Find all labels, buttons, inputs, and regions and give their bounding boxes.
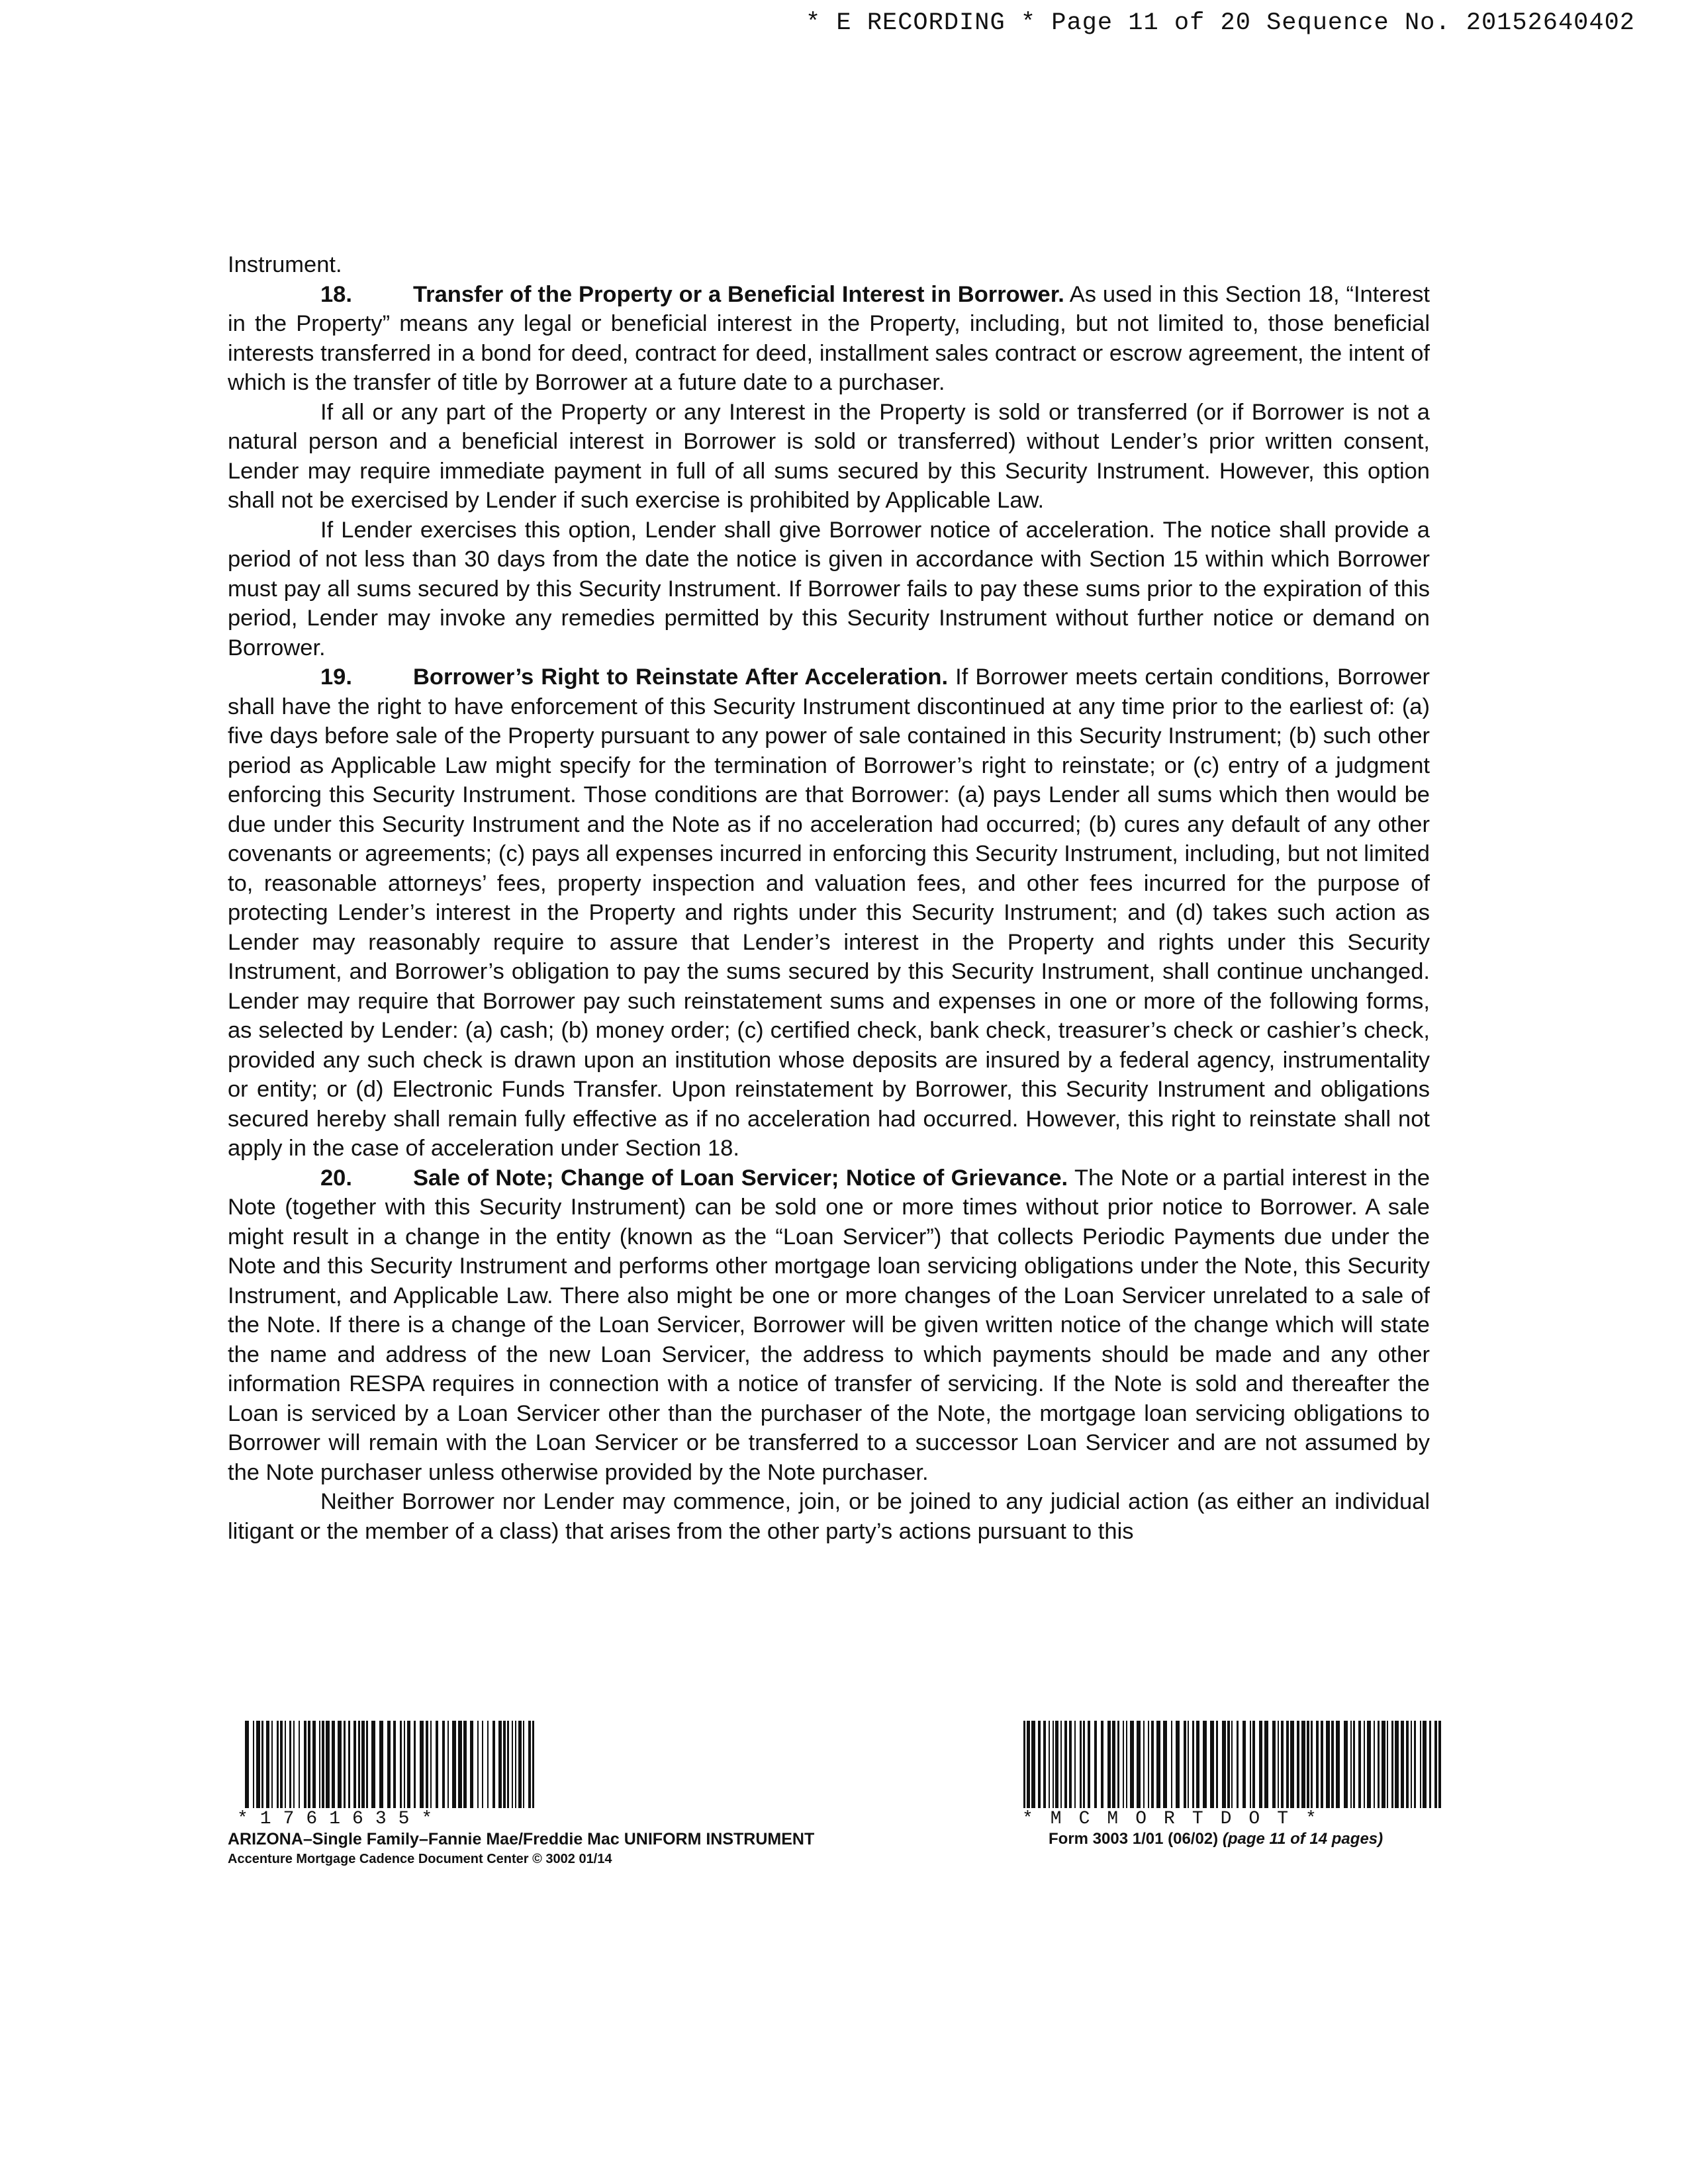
- barcode-bar: [299, 1721, 300, 1808]
- barcode-bar: [1192, 1721, 1194, 1808]
- barcode-bar: [1243, 1721, 1246, 1808]
- barcode-bar: [1344, 1721, 1348, 1808]
- barcode-bar: [1307, 1721, 1309, 1808]
- barcode-bar: [515, 1721, 516, 1808]
- barcode-bar: [1216, 1721, 1218, 1808]
- barcode-bar: [326, 1721, 330, 1808]
- barcode-bar: [1406, 1721, 1409, 1808]
- barcode-bar: [1112, 1721, 1115, 1808]
- barcode-bar: [1117, 1721, 1119, 1808]
- barcode-bar: [492, 1721, 495, 1808]
- barcode-bar: [1414, 1721, 1416, 1808]
- barcode-bar: [1094, 1721, 1097, 1808]
- barcode-bar: [1031, 1721, 1035, 1808]
- barcode-bar: [293, 1721, 295, 1808]
- barcode-bar: [1053, 1721, 1054, 1808]
- section-19-number: 19.: [320, 664, 352, 690]
- barcode-bar: [1364, 1721, 1365, 1808]
- section-19: [228, 662, 1430, 1163]
- barcode-bar: [1027, 1721, 1030, 1808]
- barcode-bar: [512, 1721, 513, 1808]
- barcode-bar: [1301, 1721, 1305, 1808]
- barcode-bar: [1083, 1721, 1085, 1808]
- form-number: Form 3003 1/01 (06/02): [1049, 1830, 1219, 1848]
- barcode-bar: [1387, 1721, 1388, 1808]
- form-number-line: [1049, 1829, 1450, 1849]
- section-18-paragraph-2: If all or any part of the Property or any Interest in the Property is sold or transferred (or if Borrower is not a natural person and a beneficial interest in Borrower is sold or transferred) without Lender’s prior written consent, Lender may require immediate payment in full of all sums secured by this Security Instrument. However, this option shall not be exercised by Lender if such exercise is prohibited by Applicable Law.: [228, 399, 1430, 513]
- barcode-bar: [312, 1721, 316, 1808]
- barcode-bar: [404, 1721, 405, 1808]
- section-19-title: Borrower’s Right to Reinstate After Acceleration.: [413, 664, 949, 690]
- barcode-bar: [1401, 1721, 1404, 1808]
- barcode-bar: [1336, 1721, 1340, 1808]
- barcode-bar: [498, 1721, 502, 1808]
- barcode-bar: [1148, 1721, 1149, 1808]
- barcode-bar: [1434, 1721, 1437, 1808]
- barcode-bar: [458, 1721, 462, 1808]
- barcode-bar: [332, 1721, 335, 1808]
- barcode-bar: [1237, 1721, 1239, 1808]
- barcode-bar: [1420, 1721, 1421, 1808]
- page-info: (page 11 of 14 pages): [1222, 1830, 1383, 1848]
- barcode-bar: [1297, 1721, 1299, 1808]
- footer-right: [993, 1721, 1450, 1849]
- barcode-bar: [487, 1721, 489, 1808]
- barcode-bar: [1311, 1721, 1313, 1808]
- barcode-bar: [1286, 1721, 1289, 1808]
- barcode-bar: [1374, 1721, 1375, 1808]
- barcode-bar: [1043, 1721, 1046, 1808]
- barcode-bar: [1367, 1721, 1371, 1808]
- section-20: [228, 1163, 1430, 1488]
- barcode-bar: [503, 1721, 506, 1808]
- barcode-bar: [1143, 1721, 1145, 1808]
- barcode-bar: [1378, 1721, 1380, 1808]
- section-18-title: Transfer of the Property or a Beneficial Interest in Borrower.: [413, 281, 1064, 307]
- barcode-bar: [1331, 1721, 1334, 1808]
- barcode-bar: [253, 1721, 254, 1808]
- section-20-number: 20.: [320, 1165, 352, 1191]
- section-20-text: The Note or a partial interest in the Note (together with this Security Instrument) can be sold one or more times without prior notice to Borrower. A sale might result in a change in the entity (known as the “Loan Servicer”) that collects Periodic Payments due under the Note and this Security Instrument and performs other mortgage loan servicing obligations under the Note, this Security Instrument, and Applicable Law. There also might be one or more changes of the Loan Servicer unrelated to a sale of the Note. If there is a change of the Loan Servicer, Borrower will be given written notice of the change which will state the name and address of the new Loan Servicer, the address to which payments should be made and any other information RESPA requires in connection with a notice of transfer of servicing. If the Note is sold and thereafter the Loan is serviced by a Loan Servicer other than the purchaser of the Note, the mortgage loan servicing obligations to Borrower will remain with the Loan Servicer or be transferred to a successor Loan Servicer and are not assumed by the Note purchaser unless otherwise provided by the Note purchaser.: [228, 1165, 1430, 1485]
- barcode-bar: [1358, 1721, 1361, 1808]
- footer-left: [228, 1721, 890, 1869]
- barcode-bar: [1231, 1721, 1233, 1808]
- barcode-bar: [1023, 1721, 1025, 1808]
- barcode-bar: [379, 1721, 383, 1808]
- barcode-bar: [1038, 1721, 1041, 1808]
- barcode-bar: [353, 1721, 356, 1808]
- barcode-bar: [507, 1721, 509, 1808]
- barcode-bar: [528, 1721, 531, 1808]
- barcode-bar: [1107, 1721, 1111, 1808]
- recording-header: * E RECORDING * Page 11 of 20 Sequence No. 20152640402: [806, 9, 1635, 37]
- barcode-bar: [1250, 1721, 1251, 1808]
- barcode-bar: [1252, 1721, 1255, 1808]
- barcode-bar: [1391, 1721, 1393, 1808]
- barcode-bar: [463, 1721, 467, 1808]
- left-barcode: [245, 1721, 536, 1808]
- barcode-bar: [442, 1721, 445, 1808]
- barcode-bar: [1060, 1721, 1062, 1808]
- barcode-bar: [1278, 1721, 1279, 1808]
- barcode-bar: [436, 1721, 438, 1808]
- barcode-bar: [1395, 1721, 1399, 1808]
- barcode-bar: [1074, 1721, 1076, 1808]
- barcode-bar: [348, 1721, 350, 1808]
- carryover-text: Instrument.: [228, 252, 342, 277]
- document-body: [228, 250, 1430, 1546]
- barcode-bar: [1126, 1721, 1127, 1808]
- barcode-bar: [266, 1721, 269, 1808]
- barcode-bar: [1321, 1721, 1323, 1808]
- barcode-bar: [1438, 1721, 1441, 1808]
- barcode-bar: [1196, 1721, 1199, 1808]
- right-barcode-bars: [1023, 1721, 1447, 1808]
- barcode-bar: [1151, 1721, 1154, 1808]
- barcode-bar: [1259, 1721, 1262, 1808]
- barcode-bar: [393, 1721, 396, 1808]
- barcode-bar: [1137, 1721, 1141, 1808]
- form-title: ARIZONA–Single Family–Fannie Mae/Freddie Mac UNIFORM INSTRUMENT: [228, 1830, 815, 1848]
- barcode-bar: [447, 1721, 449, 1808]
- barcode-bar: [1064, 1721, 1067, 1808]
- barcode-bar: [1088, 1721, 1090, 1808]
- barcode-bar: [344, 1721, 346, 1808]
- barcode-bar: [366, 1721, 368, 1808]
- barcode-bar: [1227, 1721, 1230, 1808]
- barcode-bar: [322, 1721, 324, 1808]
- barcode-bar: [256, 1721, 260, 1808]
- barcode-bar: [430, 1721, 432, 1808]
- barcode-bar: [1163, 1721, 1167, 1808]
- section-19-text: If Borrower meets certain conditions, Borrower shall have the right to have enforcement of this Security Instrument discontinued at any time prior to the earliest of: (a) five days before sale of the Property pursuant to any power of sale contained in this Security Instrument; (b) such other period as Applicable Law might specify for the termination of Borrower’s right to reinstate; or (c) entry of a judgment enforcing this Security Instrument. Those conditions are that Borrower: (a) pays Lender all sums which then would be due under this Security Instrument and the Note as if no acceleration had occurred; (b) cures any default of any other covenants or agreements; (c) pays all expenses incurred in enforcing this Security Instrument, including, but not limited to, reasonable attorneys’ fees, property inspection and valuation fees, and other fees incurred for the purpose of protecting Lender’s interest in the Property and rights under this Security Instrument; and (d) takes such action as Lender may reasonably require to assure that Lender’s interest in the Property and rights under this Security Instrument, and Borrower’s obligation to pay the sums secured by this Security Instrument, shall continue unchanged. Lender may require that Borrower pay such reinstatement sums and expenses in one or more of the following forms, as selected by Lender: (a) cash; (b) money order; (c) certified check, bank check, treasurer’s check or cashier’s check, provided any such check is drawn upon an institution whose deposits are insured by a federal agency, instrumentality or entity; or (d) Electronic Funds Transfer. Upon reinstatement by Borrower, this Security Instrument and obligations secured hereby shall remain fully effective as if no acceleration had occurred. However, this right to reinstate shall not apply in the case of acceleration under Section 18.: [228, 664, 1430, 1161]
- barcode-bar: [304, 1721, 306, 1808]
- barcode-bar: [414, 1721, 416, 1808]
- barcode-bar: [477, 1721, 479, 1808]
- barcode-bar: [245, 1721, 249, 1808]
- barcode-bar: [1188, 1721, 1189, 1808]
- left-barcode-bars: [245, 1721, 536, 1808]
- barcode-bar: [1203, 1721, 1207, 1808]
- barcode-bar: [1353, 1721, 1355, 1808]
- section-20-title: Sale of Note; Change of Loan Servicer; Notice of Grievance.: [413, 1165, 1068, 1191]
- barcode-bar: [1222, 1721, 1226, 1808]
- barcode-bar: [1281, 1721, 1284, 1808]
- barcode-bar: [482, 1721, 483, 1808]
- barcode-bar: [407, 1721, 410, 1808]
- publisher-line: Accenture Mortgage Cadence Document Center © 3002 01/14: [228, 1852, 612, 1866]
- barcode-bar: [1272, 1721, 1276, 1808]
- barcode-bar: [387, 1721, 391, 1808]
- barcode-bar: [523, 1721, 524, 1808]
- barcode-bar: [1290, 1721, 1294, 1808]
- section-18: [228, 280, 1430, 398]
- section-18-text: As used in this Section 18, “Interest in the Property” means any legal or beneficial interest in the Property, including, but not limited to, those beneficial interests transferred in a bond for deed, contract for deed, installment sales contract or escrow agreement, the intent of which is the transfer of title by Borrower at a future date to a purchaser.: [228, 281, 1430, 395]
- barcode-bar: [261, 1721, 263, 1808]
- barcode-bar: [1210, 1721, 1214, 1808]
- barcode-bar: [1184, 1721, 1186, 1808]
- barcode-bar: [1382, 1721, 1385, 1808]
- barcode-bar: [277, 1721, 279, 1808]
- barcode-bar: [280, 1721, 283, 1808]
- barcode-bar: [338, 1721, 342, 1808]
- barcode-bar: [1156, 1721, 1160, 1808]
- barcode-bar: [319, 1721, 320, 1808]
- right-barcode: [1023, 1721, 1447, 1808]
- barcode-bar: [470, 1721, 473, 1808]
- section-18-number: 18.: [320, 281, 352, 307]
- section-20-paragraph-2: Neither Borrower nor Lender may commence, join, or be joined to any judicial action (as either an individual litigant or the member of a class) that arises from the other party’s actions pursuant to this: [228, 1489, 1430, 1544]
- barcode-bar: [361, 1721, 365, 1808]
- barcode-bar: [1123, 1721, 1124, 1808]
- barcode-bar: [532, 1721, 534, 1808]
- barcode-bar: [1130, 1721, 1134, 1808]
- barcode-bar: [1055, 1721, 1058, 1808]
- barcode-bar: [452, 1721, 456, 1808]
- barcode-bar: [426, 1721, 428, 1808]
- barcode-bar: [1423, 1721, 1427, 1808]
- barcode-bar: [1326, 1721, 1330, 1808]
- right-barcode-text: *MCMORTDOT*: [1022, 1809, 1334, 1829]
- barcode-bar: [1171, 1721, 1172, 1808]
- barcode-bar: [1176, 1721, 1180, 1808]
- barcode-bar: [1101, 1721, 1103, 1808]
- barcode-bar: [1264, 1721, 1268, 1808]
- barcode-bar: [420, 1721, 424, 1808]
- barcode-bar: [1350, 1721, 1352, 1808]
- left-barcode-text: *1761635*: [237, 1809, 445, 1829]
- barcode-bar: [271, 1721, 273, 1808]
- barcode-bar: [1069, 1721, 1072, 1808]
- barcode-bar: [289, 1721, 291, 1808]
- barcode-bar: [1411, 1721, 1412, 1808]
- barcode-bar: [518, 1721, 522, 1808]
- barcode-bar: [371, 1721, 375, 1808]
- barcode-bar: [1080, 1721, 1082, 1808]
- barcode-bar: [285, 1721, 286, 1808]
- barcode-bar: [400, 1721, 402, 1808]
- barcode-bar: [1049, 1721, 1050, 1808]
- section-18-paragraph-3: If Lender exercises this option, Lender shall give Borrower notice of acceleration. The notice shall provide a period of not less than 30 days from the date the notice is given in accordance with Section 15 within which Borrower must pay all sums secured by this Security Instrument. If Borrower fails to pay these sums prior to the expiration of this period, Lender may invoke any remedies permitted by this Security Instrument without further notice or demand on Borrower.: [228, 517, 1430, 660]
- barcode-bar: [1316, 1721, 1319, 1808]
- barcode-bar: [1429, 1721, 1431, 1808]
- barcode-bar: [308, 1721, 310, 1808]
- barcode-bar: [358, 1721, 360, 1808]
